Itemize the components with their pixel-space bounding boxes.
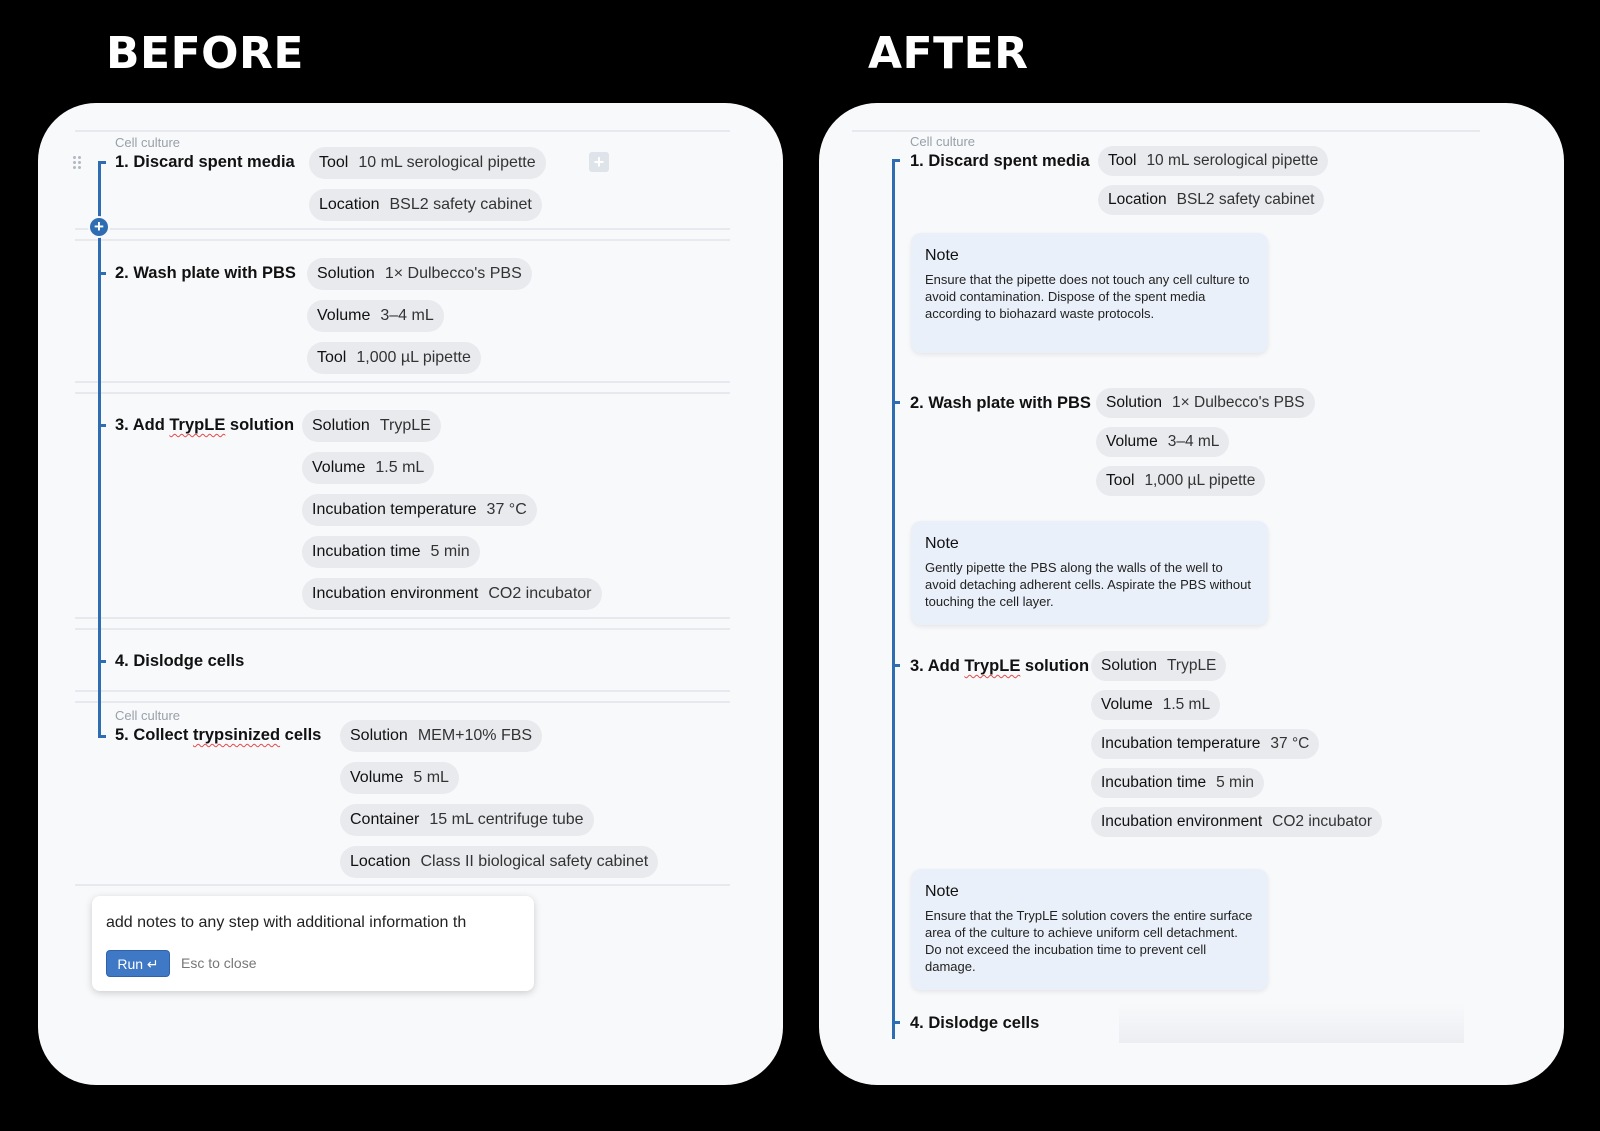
chip-value: 5 min — [430, 543, 470, 560]
block-separator — [75, 701, 730, 703]
chip-value: BSL2 safety cabinet — [389, 196, 532, 213]
chip-value: TrypLE — [1167, 657, 1217, 674]
note-body: Gently pipette the PBS along the walls of the well to avoid detaching adherent cells. Aspirate the PBS without touching the cell layer. — [925, 560, 1251, 609]
section-label: Cell culture — [115, 135, 181, 150]
step-title[interactable]: 2. Wash plate with PBS — [115, 264, 296, 282]
note-body: Ensure that the TrypLE solution covers the entire surface area of the culture to achieve uniform cell detachment. Do not exceed the incubation time to prevent cell damage. — [925, 908, 1253, 974]
property-chip[interactable] — [309, 189, 542, 221]
block-separator — [75, 617, 730, 619]
chip-key: Volume — [350, 769, 404, 786]
timeline-tick — [892, 159, 900, 162]
property-chip[interactable] — [1091, 690, 1220, 720]
chip-key: Incubation temperature — [1101, 735, 1261, 752]
step-title[interactable]: 1. Discard spent media — [115, 153, 295, 171]
esc-hint: Esc to close — [181, 955, 257, 971]
step-title[interactable]: 4. Dislodge cells — [910, 1014, 1040, 1032]
step-title[interactable]: 4. Dislodge cells — [115, 652, 245, 670]
chip-value: Class II biological safety cabinet — [420, 853, 649, 870]
chip-key: Tool — [1106, 472, 1135, 489]
property-chip[interactable] — [1096, 466, 1265, 496]
property-chip[interactable] — [302, 536, 480, 568]
run-button[interactable]: Run ↵ — [106, 950, 170, 977]
property-chip[interactable] — [307, 342, 481, 374]
property-chip[interactable] — [1091, 729, 1319, 759]
chip-key: Location — [319, 196, 380, 213]
chip-value: 3–4 mL — [380, 307, 434, 324]
timeline-tick — [98, 424, 106, 427]
timeline-tick — [892, 1021, 900, 1024]
chip-value: 37 °C — [1270, 735, 1310, 752]
property-chip[interactable] — [302, 410, 441, 442]
note-card[interactable] — [911, 521, 1268, 625]
chip-value: 1,000 µL pipette — [1144, 472, 1256, 489]
block-separator — [75, 392, 730, 394]
step-title-part: solution — [1020, 657, 1090, 675]
property-chip[interactable] — [340, 720, 542, 752]
ai-command-box — [92, 896, 534, 991]
chip-value: 37 °C — [486, 501, 527, 518]
misspelled-word: TrypLE — [964, 657, 1021, 675]
chip-key: Location — [350, 853, 411, 870]
property-chip[interactable] — [1098, 146, 1328, 176]
property-chip[interactable] — [302, 452, 434, 484]
add-block-icon[interactable]: + — [589, 152, 609, 172]
step-title[interactable]: 2. Wash plate with PBS — [910, 394, 1091, 412]
timeline-tick — [98, 272, 106, 275]
chip-value: MEM+10% FBS — [417, 727, 533, 744]
block-separator — [75, 130, 730, 132]
chip-value: TrypLE — [379, 417, 431, 434]
chip-value: 1.5 mL — [1162, 696, 1211, 713]
chip-key: Incubation temperature — [312, 501, 477, 518]
drag-handle-icon[interactable] — [72, 155, 82, 171]
chip-key: Solution — [1101, 657, 1158, 674]
chip-key: Incubation environment — [1101, 813, 1263, 830]
step-title[interactable] — [910, 657, 1089, 676]
timeline-tick — [98, 161, 106, 164]
misspelled-word: trypsinized — [192, 726, 281, 744]
chip-key: Incubation environment — [312, 585, 479, 602]
chip-key: Volume — [312, 459, 366, 476]
chip-key: Solution — [1106, 394, 1163, 411]
note-title: Note — [925, 883, 959, 900]
chip-value: CO2 incubator — [1272, 813, 1373, 830]
step-timeline — [98, 161, 101, 738]
block-separator — [75, 690, 730, 692]
step-title-part: solution — [225, 416, 295, 434]
block-separator — [75, 628, 730, 630]
chip-value: 10 mL serological pipette — [358, 154, 536, 171]
step-title-part: 3. Add — [910, 657, 965, 675]
step-title[interactable] — [115, 416, 294, 435]
step-timeline — [892, 159, 895, 1039]
property-chip[interactable] — [1096, 388, 1315, 418]
timeline-tick — [98, 660, 106, 663]
property-chip[interactable] — [340, 804, 594, 836]
chip-value: BSL2 safety cabinet — [1176, 191, 1315, 208]
chip-key: Solution — [312, 417, 370, 434]
chip-key: Volume — [317, 307, 371, 324]
section-label: Cell culture — [910, 134, 976, 149]
note-body: Ensure that the pipette does not touch any cell culture to avoid contamination. Dispose of the spent media according to biohazard waste protocols. — [925, 272, 1250, 321]
chip-key: Incubation time — [1101, 774, 1207, 791]
chip-key: Container — [350, 811, 420, 828]
chip-value: 3–4 mL — [1167, 433, 1220, 450]
chip-value: 5 mL — [413, 769, 449, 786]
chip-value: CO2 incubator — [488, 585, 592, 602]
before-panel — [38, 103, 783, 1085]
chip-value: 15 mL centrifuge tube — [429, 811, 584, 828]
after-heading: AFTER — [868, 28, 1029, 79]
note-title: Note — [925, 535, 959, 552]
chip-key: Volume — [1106, 433, 1158, 450]
property-chip[interactable] — [1096, 427, 1229, 457]
section-label: Cell culture — [115, 708, 181, 723]
chip-value: 1.5 mL — [375, 459, 425, 476]
property-chip[interactable] — [307, 258, 532, 290]
block-separator — [75, 381, 730, 383]
property-chip[interactable] — [340, 846, 658, 878]
block-separator — [75, 228, 730, 230]
scroll-fade — [1119, 1003, 1464, 1043]
chip-key: Incubation time — [312, 543, 421, 560]
block-separator — [75, 239, 730, 241]
step-title-part: 5. Collect — [115, 726, 193, 744]
chip-key: Location — [1108, 191, 1167, 208]
chip-key: Tool — [1108, 152, 1137, 169]
step-title-part: cells — [280, 726, 322, 744]
property-chip[interactable] — [309, 147, 546, 179]
step-title[interactable]: 1. Discard spent media — [910, 152, 1090, 170]
step-title[interactable] — [115, 726, 321, 745]
chip-value: 1,000 µL pipette — [356, 349, 471, 366]
chip-value: 1× Dulbecco's PBS — [1172, 394, 1305, 411]
block-separator — [75, 884, 730, 886]
step-title-part: 3. Add — [115, 416, 170, 434]
chip-value: 1× Dulbecco's PBS — [384, 265, 522, 282]
property-chip[interactable] — [302, 494, 537, 526]
note-card[interactable] — [911, 869, 1268, 990]
chip-value: 10 mL serological pipette — [1146, 152, 1319, 169]
timeline-tick — [892, 401, 900, 404]
note-title: Note — [925, 247, 959, 264]
chip-value: 5 min — [1216, 774, 1255, 791]
property-chip[interactable] — [1098, 185, 1324, 215]
timeline-tick — [892, 664, 900, 667]
property-chip[interactable] — [340, 762, 459, 794]
property-chip[interactable] — [1091, 807, 1382, 837]
chip-key: Volume — [1101, 696, 1153, 713]
after-panel — [819, 103, 1564, 1085]
misspelled-word: TrypLE — [169, 416, 226, 434]
chip-key: Solution — [350, 727, 408, 744]
command-input[interactable]: add notes to any step with additional information th — [106, 914, 467, 931]
property-chip[interactable] — [1091, 768, 1264, 798]
note-card[interactable] — [911, 233, 1268, 353]
chip-key: Tool — [319, 154, 349, 171]
property-chip[interactable] — [307, 300, 444, 332]
timeline-tick — [98, 735, 106, 738]
chip-key: Solution — [317, 265, 375, 282]
property-chip[interactable] — [302, 578, 602, 610]
property-chip[interactable] — [1091, 651, 1226, 681]
block-separator — [852, 130, 1480, 132]
chip-key: Tool — [317, 349, 347, 366]
insert-step-icon[interactable]: + — [90, 218, 108, 236]
before-heading: BEFORE — [106, 28, 304, 79]
